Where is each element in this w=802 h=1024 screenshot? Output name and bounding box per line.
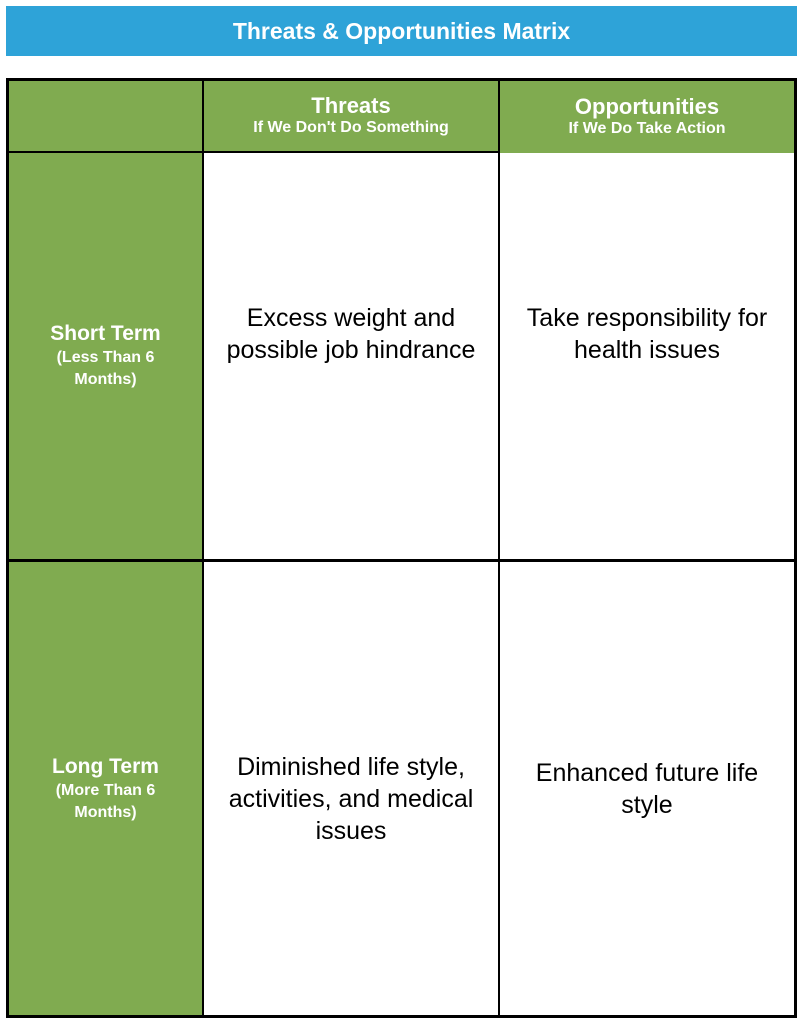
row-heading: Long Term	[52, 754, 159, 778]
cell-short-term-opportunities	[500, 153, 794, 559]
cell-short-term-threats	[204, 153, 498, 559]
cell-text: Diminished life style, activities, and medical issues	[228, 752, 474, 845]
row-header-short-term	[9, 153, 202, 559]
cell-text: Take responsibility for health issues	[526, 303, 768, 364]
threats-opportunities-matrix	[6, 78, 797, 1018]
row-subheading: (More Than 6 Months)	[55, 781, 156, 821]
cell-text: Excess weight and possible job hindrance	[226, 303, 476, 364]
cell-long-term-threats	[204, 562, 498, 1015]
column-heading: Threats	[311, 93, 391, 118]
column-header-threats	[204, 81, 498, 151]
matrix-title: Threats & Opportunities Matrix	[6, 6, 797, 56]
cell-long-term-opportunities	[500, 562, 794, 1015]
cell-text: Enhanced future life style	[535, 758, 759, 819]
column-subheading: If We Don't Do Something	[253, 119, 449, 136]
column-header-opportunities	[500, 81, 794, 153]
row-heading: Short Term	[50, 322, 161, 345]
corner-cell	[9, 81, 202, 151]
column-subheading: If We Do Take Action	[568, 120, 726, 137]
row-header-long-term	[9, 562, 202, 1015]
row-subheading: (Less Than 6 Months)	[56, 349, 155, 388]
column-heading: Opportunities	[574, 94, 720, 119]
